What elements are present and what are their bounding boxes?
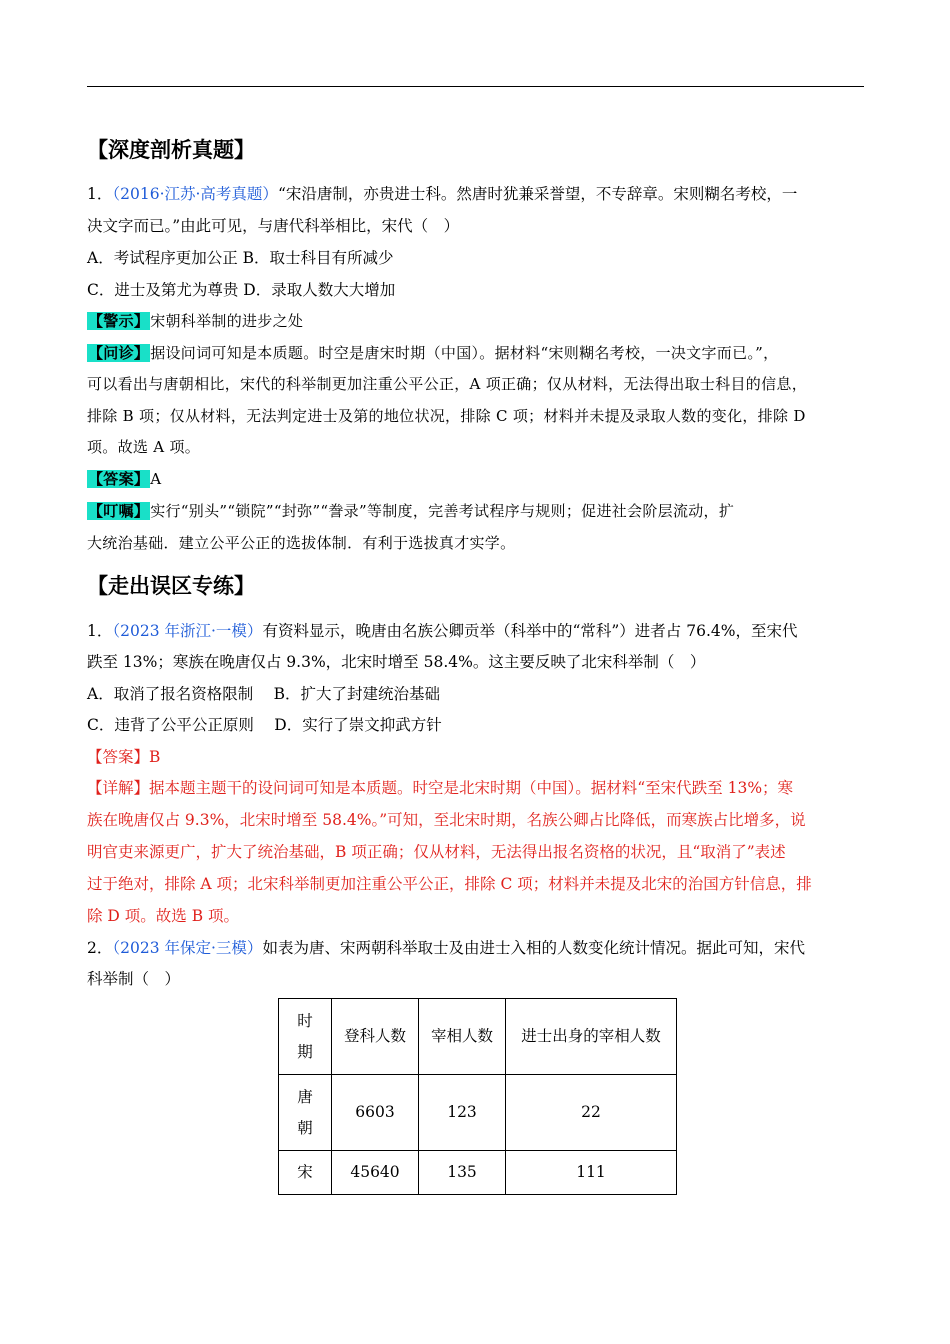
detail-line-1: 【详解】据本题主题干的设问词可知是本质题。时空是北宋时期（中国）。据材料“至宋代跌至 13%；寒 — [87, 779, 794, 797]
table-cell: 123 — [419, 1075, 506, 1151]
answer-tag: 【答案】 — [88, 470, 150, 488]
table-cell: 45640 — [332, 1151, 419, 1195]
diagnosis-line-3: 排除 B 项；仅从材料，无法判定进士及第的地位状况，排除 C 项；材料并未提及录取人数的变化，排除 D — [87, 407, 806, 425]
question-1-options-ab: A．考试程序更加公正 B．取士科目有所减少 — [87, 249, 394, 267]
practice-question-2-stem: 2．（2023 年保定·三模）如表为唐、宋两朝科举取士及由进士入相的人数变化统计情况。据此可知，宋代 — [87, 939, 805, 957]
practice-question-1-stem: 1．（2023 年浙江·一模）有资料显示，晚唐由名族公卿贡举（科举中的“常科”）进者占 76.4%，至宋代 — [87, 622, 798, 640]
diagnosis-line-1: 【问诊】据设问词可知是本质题。时空是唐宋时期（中国）。据材料“宋则糊名考校，一决文字而已。”， — [88, 344, 779, 362]
reminder-line-2: 大统治基础．建立公平公正的选拔体制．有利于选拔真才实学。 — [87, 534, 516, 552]
statistics-table — [278, 998, 677, 1195]
table-cell: 135 — [419, 1151, 506, 1195]
reminder-line-1: 【叮嘱】实行“别头”“锁院”“封弥”“誊录”等制度，完善考试程序与规则；促进社会阶层流动，扩 — [88, 502, 735, 520]
practice-question-1-stem-cont: 跌至 13%；寒族在晚唐仅占 9.3%，北宋时增至 58.4%。这主要反映了北宋科举制（ ） — [87, 653, 706, 671]
diagnosis-line-4: 项。故选 A 项。 — [87, 438, 201, 456]
warning-note: 【警示】宋朝科举制的进步之处 — [88, 312, 304, 330]
table-header-cell: 登科人数 — [332, 999, 419, 1075]
header-rule — [87, 86, 864, 87]
warning-tag: 【警示】 — [88, 312, 150, 330]
table-header-row — [279, 999, 677, 1075]
table-cell: 22 — [506, 1075, 677, 1151]
question-source: （2023 年保定·三模） — [112, 939, 263, 957]
practice-question-1-options-ab: A．取消了报名资格限制 B．扩大了封建统治基础 — [87, 685, 441, 703]
question-1-stem-cont: 决文字而已。”由此可见，与唐代科举相比，宋代（ ） — [87, 217, 460, 235]
table-header-period: 时 期 — [279, 999, 332, 1075]
question-1-options-cd: C．进士及第尤为尊贵 D．录取人数大大增加 — [87, 281, 396, 299]
detail-line-3: 明官吏来源更广，扩大了统治基础，B 项正确；仅从材料，无法得出报名资格的状况，且“取消了”表述 — [87, 843, 786, 861]
practice-question-1-options-cd: C．违背了公平公正原则 D．实行了崇文抑武方针 — [87, 716, 442, 734]
table-cell: 111 — [506, 1151, 677, 1195]
question-1-stem: 1．（2016·江苏·高考真题）“宋沿唐制，亦贵进士科。然唐时犹兼采誉望，不专辞章。宋则糊名考校，一 — [87, 185, 798, 203]
answer-line: 【答案】A — [88, 470, 162, 488]
question-source: （2016·江苏·高考真题） — [112, 185, 278, 203]
diagnosis-tag: 【问诊】 — [88, 344, 150, 362]
table-row — [279, 1151, 677, 1195]
table-cell-period: 宋 — [279, 1151, 332, 1195]
practice-question-2-stem-cont: 科举制（ ） — [87, 970, 181, 988]
table-cell-period: 唐 朝 — [279, 1075, 332, 1151]
detail-line-5: 除 D 项。故选 B 项。 — [87, 907, 240, 925]
practice-answer: 【答案】B — [87, 748, 161, 766]
section-heading-practice: 【走出误区专练】 — [87, 574, 255, 598]
question-source: （2023 年浙江·一模） — [112, 622, 263, 640]
table-header-cell: 进士出身的宰相人数 — [506, 999, 677, 1075]
diagnosis-line-2: 可以看出与唐朝相比，宋代的科举制更加注重公平公正，A 项正确；仅从材料，无法得出取士科目的信息， — [87, 375, 808, 393]
table-row — [279, 1075, 677, 1151]
reminder-tag: 【叮嘱】 — [88, 502, 150, 520]
table-cell: 6603 — [332, 1075, 419, 1151]
section-heading-analysis: 【深度剖析真题】 — [87, 138, 255, 162]
detail-line-2: 族在晚唐仅占 9.3%，北宋时增至 58.4%。”可知，至北宋时期，名族公卿占比降低，而寒族占比增多，说 — [87, 811, 806, 829]
table-header-cell: 宰相人数 — [419, 999, 506, 1075]
detail-line-4: 过于绝对，排除 A 项；北宋科举制更加注重公平公正，排除 C 项；材料并未提及北宋的治国方针信息，排 — [87, 875, 812, 893]
